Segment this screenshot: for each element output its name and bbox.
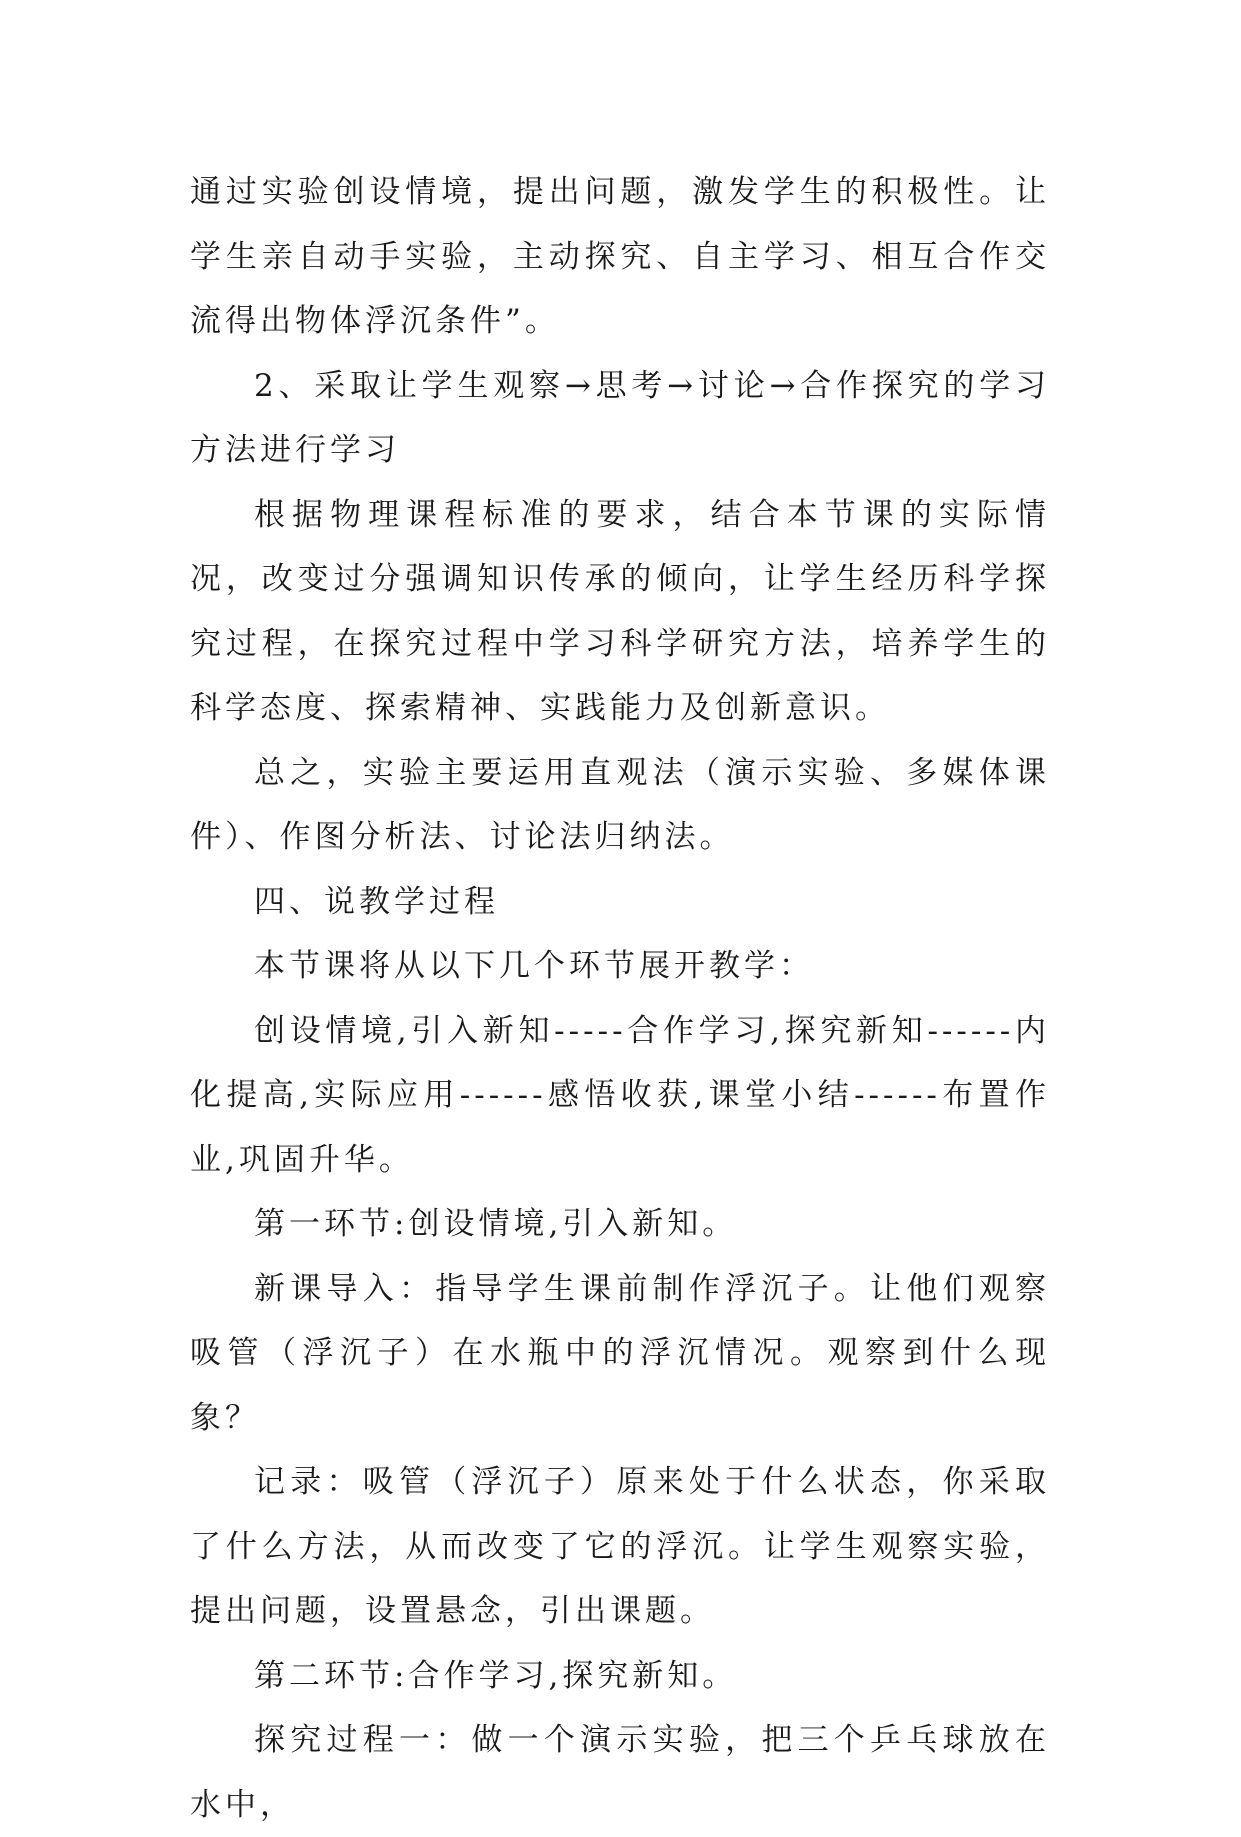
paragraph-intro-stages: 本节课将从以下几个环节展开教学：	[254, 948, 814, 984]
section-heading-teaching-process: 四、说教学过程	[254, 883, 499, 920]
paragraph-stages-list: 创设情境,引入新知-----合作学习,探究新知------内化提高,实际应用------感悟收获,课堂小结------布置作业,巩固升华。	[190, 1012, 1050, 1178]
paragraph-curriculum: 根据物理课程标准的要求，结合本节课的实际情况，改变过分强调知识传承的倾向，让学生经历科学探究过程，在探究过程中学习科学研究方法，培养学生的科学态度、探索精神、实践能力及创新意识。	[190, 496, 1050, 726]
paragraph-exploration-1: 探究过程一：做一个演示实验，把三个乒乓球放在水中，	[190, 1722, 1050, 1823]
paragraph-record: 记录：吸管（浮沉子）原来处于什么状态，你采取了什么方法，从而改变了它的浮沉。让学生观察实验，提出问题，设置悬念，引出课题。	[190, 1464, 1050, 1629]
paragraph-lesson-intro: 新课导入：指导学生课前制作浮沉子。让他们观察吸管（浮沉子）在水瓶中的浮沉情况。观察到什么现象？	[190, 1270, 1050, 1436]
stage-2-heading: 第二环节:合作学习,探究新知。	[254, 1657, 738, 1694]
paragraph-method-2: 2、采取让学生观察→思考→讨论→合作探究的学习方法进行学习	[190, 367, 1050, 468]
document-body	[190, 160, 1050, 1837]
paragraph-summary: 总之，实验主要运用直观法（演示实验、多媒体课件）、作图分析法、讨论法归纳法。	[190, 754, 1050, 855]
stage-1-heading: 第一环节:创设情境,引入新知。	[254, 1206, 738, 1242]
paragraph-continuation: 通过实验创设情境，提出问题，激发学生的积极性。让学生亲自动手实验，主动探究、自主学习、相互合作交流得出物体浮沉条件”。	[190, 174, 1050, 339]
